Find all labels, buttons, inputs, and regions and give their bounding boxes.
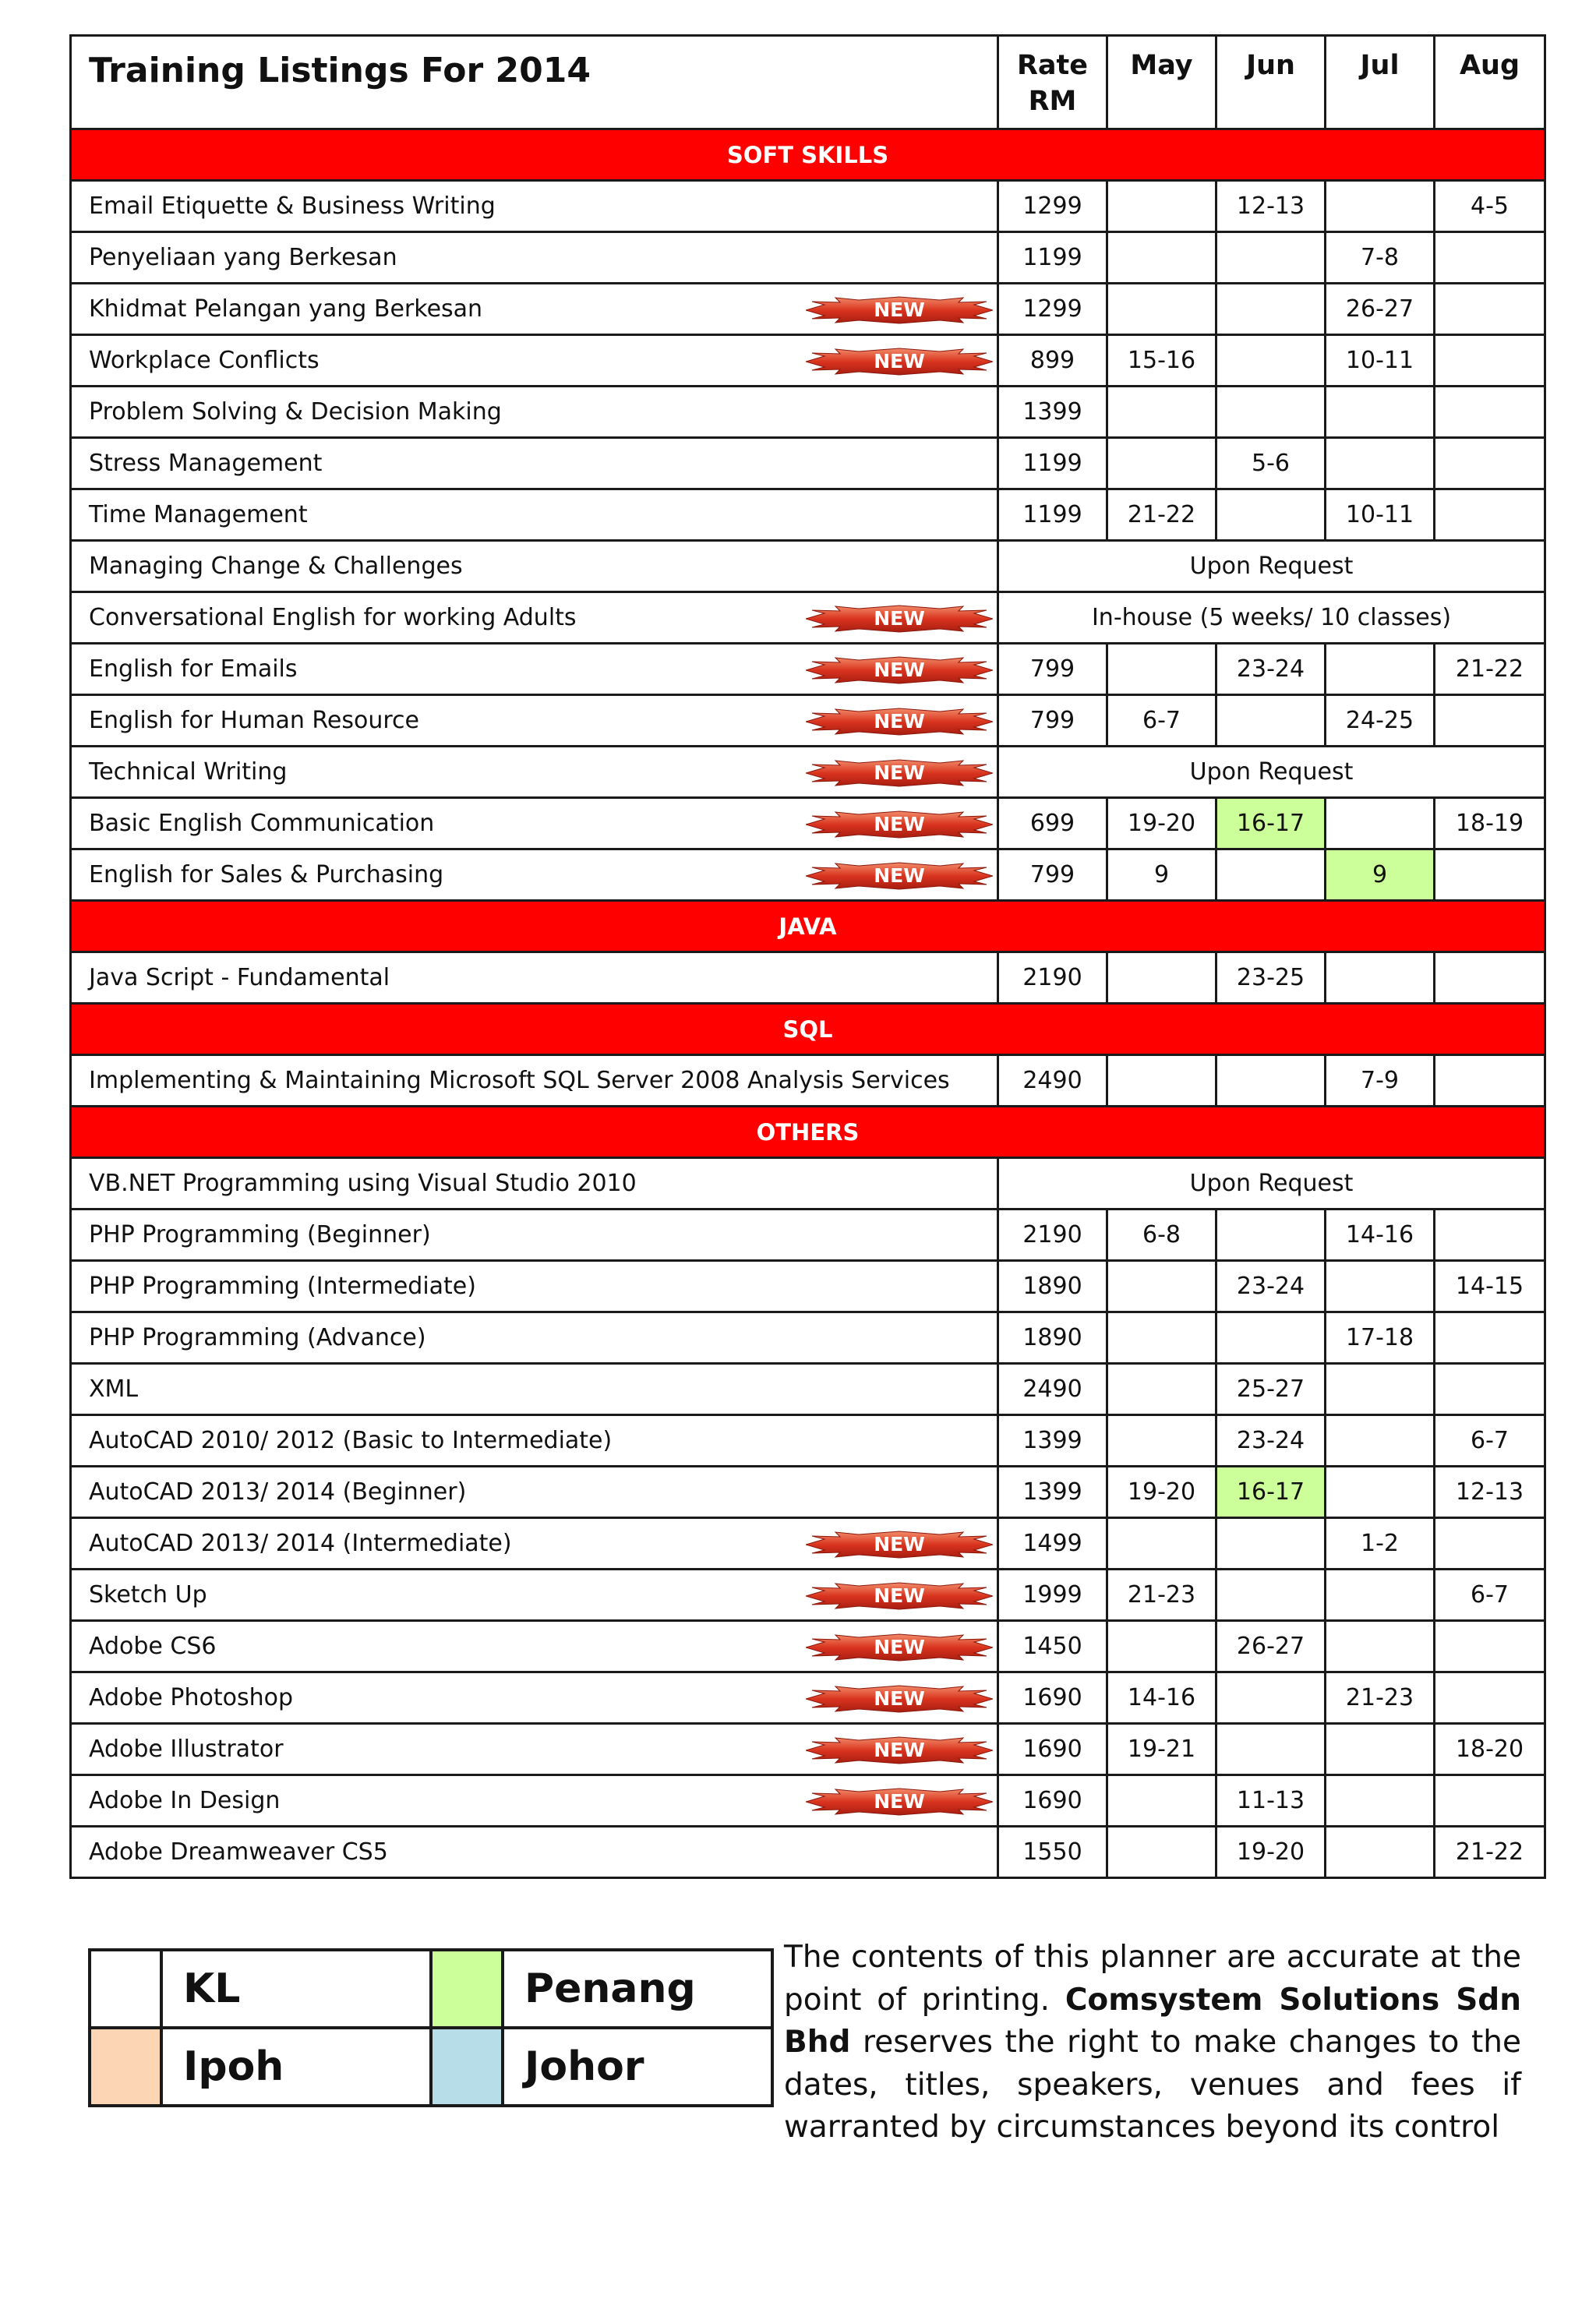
- table-row: [71, 798, 1545, 849]
- date-cell-may: 19-20: [1107, 1467, 1216, 1518]
- date-cell-jul: 17-18: [1326, 1312, 1435, 1364]
- date-cell-may: 21-22: [1107, 489, 1216, 541]
- course-cell: [71, 181, 998, 232]
- date-cell-may: [1107, 1415, 1216, 1467]
- new-badge-icon: [806, 1633, 993, 1662]
- table-row: [71, 1467, 1545, 1518]
- date-cell-jun: 5-6: [1216, 438, 1326, 489]
- date-cell-may: [1107, 387, 1216, 438]
- course-name: Penyeliaan yang Berkesan: [89, 244, 397, 271]
- section-title: SQL: [71, 1004, 1545, 1055]
- new-badge-icon: [806, 1736, 993, 1764]
- legend-swatch-penang: [431, 1950, 503, 2028]
- date-cell-jul: 24-25: [1326, 695, 1435, 747]
- date-cell-jun: [1216, 232, 1326, 284]
- rate-cell: 1399: [998, 387, 1107, 438]
- availability-note: Upon Request: [998, 1158, 1545, 1210]
- date-cell-may: [1107, 1827, 1216, 1878]
- section-title: OTHERS: [71, 1107, 1545, 1158]
- course-cell: [71, 1570, 998, 1621]
- date-cell-aug: [1435, 1210, 1545, 1261]
- course-name: Adobe In Design: [89, 1787, 281, 1814]
- table-row: [71, 1415, 1545, 1467]
- section-title: JAVA: [71, 901, 1545, 952]
- date-cell-aug: [1435, 232, 1545, 284]
- rate-cell: 2490: [998, 1364, 1107, 1415]
- table-row: [71, 1621, 1545, 1672]
- course-name: Khidmat Pelangan yang Berkesan: [89, 295, 483, 323]
- month-header-may: May: [1107, 36, 1216, 129]
- date-cell-may: 14-16: [1107, 1672, 1216, 1724]
- section-header-row: [71, 129, 1545, 181]
- month-header-jul: Jul: [1326, 36, 1435, 129]
- course-cell: [71, 387, 998, 438]
- rate-cell: 799: [998, 644, 1107, 695]
- date-cell-aug: 21-22: [1435, 1827, 1545, 1878]
- location-legend: [88, 1948, 774, 2107]
- course-cell: [71, 1724, 998, 1775]
- date-cell-jul: [1326, 1364, 1435, 1415]
- course-cell: [71, 1827, 998, 1878]
- course-cell: [71, 1158, 998, 1210]
- table-row: [71, 1210, 1545, 1261]
- date-cell-jun: [1216, 1672, 1326, 1724]
- disclaimer-text: [784, 1937, 1521, 2149]
- course-name: AutoCAD 2013/ 2014 (Intermediate): [89, 1530, 512, 1557]
- rate-unit-label: RM: [1028, 86, 1077, 117]
- date-cell-jul: [1326, 1467, 1435, 1518]
- page-title: Training Listings For 2014: [71, 36, 998, 129]
- course-cell: [71, 1415, 998, 1467]
- date-cell-aug: [1435, 1312, 1545, 1364]
- date-cell-aug: [1435, 284, 1545, 335]
- date-cell-aug: [1435, 1518, 1545, 1570]
- date-cell-jun: 26-27: [1216, 1621, 1326, 1672]
- new-badge-label: NEW: [874, 1584, 925, 1607]
- course-name: Adobe Photoshop: [89, 1684, 294, 1711]
- course-name: Managing Change & Challenges: [89, 553, 463, 580]
- course-cell: [71, 849, 998, 901]
- date-cell-jul: 9: [1326, 849, 1435, 901]
- rate-cell: 2190: [998, 952, 1107, 1004]
- course-name: XML: [89, 1375, 139, 1403]
- course-name: Conversational English for working Adults: [89, 604, 577, 631]
- course-cell: [71, 1518, 998, 1570]
- date-cell-aug: [1435, 335, 1545, 387]
- date-cell-jul: 7-9: [1326, 1055, 1435, 1107]
- rate-cell: 1890: [998, 1312, 1107, 1364]
- date-cell-may: [1107, 644, 1216, 695]
- course-cell: [71, 1621, 998, 1672]
- table-row: [71, 952, 1545, 1004]
- date-cell-may: [1107, 1518, 1216, 1570]
- date-cell-may: [1107, 438, 1216, 489]
- course-name: Workplace Conflicts: [89, 347, 320, 374]
- new-badge-icon: [806, 1531, 993, 1559]
- date-cell-may: 6-8: [1107, 1210, 1216, 1261]
- date-cell-aug: [1435, 1055, 1545, 1107]
- date-cell-jun: 16-17: [1216, 1467, 1326, 1518]
- new-badge-icon: [806, 605, 993, 633]
- table-row: [71, 1724, 1545, 1775]
- rate-cell: 899: [998, 335, 1107, 387]
- date-cell-jun: [1216, 1518, 1326, 1570]
- date-cell-may: 15-16: [1107, 335, 1216, 387]
- table-row: [71, 1518, 1545, 1570]
- date-cell-jun: [1216, 695, 1326, 747]
- course-cell: [71, 952, 998, 1004]
- date-cell-may: [1107, 1055, 1216, 1107]
- availability-note: Upon Request: [998, 747, 1545, 798]
- course-cell: [71, 284, 998, 335]
- date-cell-jul: [1326, 438, 1435, 489]
- date-cell-may: [1107, 1312, 1216, 1364]
- availability-note: Upon Request: [998, 541, 1545, 592]
- new-badge-label: NEW: [874, 1739, 925, 1761]
- month-header-jun: Jun: [1216, 36, 1326, 129]
- rate-cell: 1890: [998, 1261, 1107, 1312]
- rate-cell: 1199: [998, 232, 1107, 284]
- course-name: Problem Solving & Decision Making: [89, 398, 502, 426]
- date-cell-aug: [1435, 695, 1545, 747]
- new-badge-icon: [806, 656, 993, 684]
- rate-cell: 1999: [998, 1570, 1107, 1621]
- table-row: [71, 387, 1545, 438]
- availability-note: In-house (5 weeks/ 10 classes): [998, 592, 1545, 644]
- course-name: PHP Programming (Beginner): [89, 1221, 431, 1248]
- course-name: Technical Writing: [89, 758, 288, 786]
- table-row: [71, 644, 1545, 695]
- date-cell-jul: [1326, 1827, 1435, 1878]
- course-name: Adobe Dreamweaver CS5: [89, 1838, 388, 1866]
- date-cell-jun: [1216, 849, 1326, 901]
- date-cell-aug: 18-19: [1435, 798, 1545, 849]
- new-badge-label: NEW: [874, 298, 925, 321]
- date-cell-jul: [1326, 387, 1435, 438]
- rate-cell: 1550: [998, 1827, 1107, 1878]
- course-name: Email Etiquette & Business Writing: [89, 192, 496, 220]
- date-cell-may: 6-7: [1107, 695, 1216, 747]
- date-cell-jul: 26-27: [1326, 284, 1435, 335]
- section-header-row: [71, 1107, 1545, 1158]
- course-cell: [71, 695, 998, 747]
- new-badge-label: NEW: [874, 1636, 925, 1658]
- date-cell-jun: [1216, 489, 1326, 541]
- course-cell: [71, 1312, 998, 1364]
- date-cell-aug: 18-20: [1435, 1724, 1545, 1775]
- rate-cell: 1299: [998, 181, 1107, 232]
- new-badge-label: NEW: [874, 1790, 925, 1813]
- date-cell-aug: [1435, 952, 1545, 1004]
- date-cell-jul: [1326, 1775, 1435, 1827]
- table-row: [71, 438, 1545, 489]
- table-row: [71, 1570, 1545, 1621]
- date-cell-jul: [1326, 1570, 1435, 1621]
- rate-cell: 1690: [998, 1724, 1107, 1775]
- course-cell: [71, 644, 998, 695]
- table-row: [71, 592, 1545, 644]
- date-cell-aug: [1435, 849, 1545, 901]
- date-cell-jul: 7-8: [1326, 232, 1435, 284]
- table-row: [71, 695, 1545, 747]
- date-cell-may: [1107, 952, 1216, 1004]
- rate-cell: 1450: [998, 1621, 1107, 1672]
- rate-cell: 799: [998, 849, 1107, 901]
- course-name: Adobe Illustrator: [89, 1736, 284, 1763]
- date-cell-jun: [1216, 284, 1326, 335]
- table-row: [71, 1827, 1545, 1878]
- date-cell-jul: [1326, 181, 1435, 232]
- course-name: PHP Programming (Intermediate): [89, 1273, 476, 1300]
- new-badge-label: NEW: [874, 710, 925, 733]
- course-cell: [71, 1672, 998, 1724]
- rate-cell: 1399: [998, 1415, 1107, 1467]
- month-header-aug: Aug: [1435, 36, 1545, 129]
- date-cell-aug: [1435, 1364, 1545, 1415]
- new-badge-icon: [806, 1685, 993, 1713]
- date-cell-may: 19-20: [1107, 798, 1216, 849]
- new-badge-label: NEW: [874, 1533, 925, 1556]
- course-cell: [71, 541, 998, 592]
- rate-cell: 2490: [998, 1055, 1107, 1107]
- legend-swatch-ipoh: [90, 2028, 161, 2106]
- date-cell-jun: [1216, 1570, 1326, 1621]
- table-row: [71, 1364, 1545, 1415]
- table-row: [71, 489, 1545, 541]
- date-cell-may: 21-23: [1107, 1570, 1216, 1621]
- date-cell-aug: 14-15: [1435, 1261, 1545, 1312]
- date-cell-jun: 23-24: [1216, 1261, 1326, 1312]
- legend-label-penang: Penang: [503, 1950, 772, 2028]
- date-cell-jun: [1216, 1312, 1326, 1364]
- new-badge-label: NEW: [874, 813, 925, 835]
- date-cell-jun: 16-17: [1216, 798, 1326, 849]
- rate-cell: 1199: [998, 438, 1107, 489]
- course-cell: [71, 438, 998, 489]
- date-cell-aug: [1435, 1775, 1545, 1827]
- date-cell-jul: [1326, 1261, 1435, 1312]
- rate-cell: 1690: [998, 1775, 1107, 1827]
- date-cell-jul: 10-11: [1326, 489, 1435, 541]
- date-cell-jun: 23-24: [1216, 644, 1326, 695]
- course-cell: [71, 232, 998, 284]
- table-row: [71, 747, 1545, 798]
- date-cell-aug: 4-5: [1435, 181, 1545, 232]
- date-cell-aug: 6-7: [1435, 1415, 1545, 1467]
- section-header-row: [71, 901, 1545, 952]
- course-cell: [71, 1775, 998, 1827]
- course-cell: [71, 489, 998, 541]
- date-cell-jun: 23-25: [1216, 952, 1326, 1004]
- table-row: [71, 1312, 1545, 1364]
- date-cell-aug: [1435, 387, 1545, 438]
- table-row: [71, 849, 1545, 901]
- course-cell: [71, 798, 998, 849]
- date-cell-jul: 14-16: [1326, 1210, 1435, 1261]
- rate-cell: 1299: [998, 284, 1107, 335]
- date-cell-jul: [1326, 952, 1435, 1004]
- table-row: [71, 1261, 1545, 1312]
- date-cell-may: [1107, 1261, 1216, 1312]
- date-cell-jul: [1326, 644, 1435, 695]
- new-badge-label: NEW: [874, 1687, 925, 1710]
- date-cell-jul: [1326, 1415, 1435, 1467]
- new-badge-label: NEW: [874, 761, 925, 784]
- date-cell-jul: 10-11: [1326, 335, 1435, 387]
- course-cell: [71, 1467, 998, 1518]
- header-row: [71, 36, 1545, 129]
- company-name: Comsystem Solutions Sdn Bhd: [784, 1982, 1521, 2060]
- date-cell-jun: 19-20: [1216, 1827, 1326, 1878]
- disclaimer-part-2: reserves the right to make changes to the dates, titles, speakers, venues and fees if warranted by circumstances beyond its control: [784, 2025, 1521, 2145]
- course-name: Stress Management: [89, 450, 323, 477]
- schedule-body: [71, 129, 1545, 1878]
- date-cell-aug: [1435, 489, 1545, 541]
- new-badge-label: NEW: [874, 607, 925, 630]
- new-badge-icon: [806, 348, 993, 376]
- course-name: English for Sales & Purchasing: [89, 861, 444, 888]
- date-cell-may: [1107, 284, 1216, 335]
- table-row: [71, 541, 1545, 592]
- course-name: Time Management: [89, 501, 308, 528]
- date-cell-jun: [1216, 1210, 1326, 1261]
- date-cell-aug: [1435, 1621, 1545, 1672]
- rate-cell: 799: [998, 695, 1107, 747]
- course-cell: [71, 1364, 998, 1415]
- date-cell-jun: 23-24: [1216, 1415, 1326, 1467]
- table-row: [71, 284, 1545, 335]
- rate-cell: 1690: [998, 1672, 1107, 1724]
- legend-label-kl: KL: [161, 1950, 431, 2028]
- table-row: [71, 1055, 1545, 1107]
- rate-cell: 699: [998, 798, 1107, 849]
- course-name: VB.NET Programming using Visual Studio 2010: [89, 1170, 637, 1197]
- date-cell-jun: 12-13: [1216, 181, 1326, 232]
- date-cell-jul: 21-23: [1326, 1672, 1435, 1724]
- date-cell-may: [1107, 181, 1216, 232]
- course-name: PHP Programming (Advance): [89, 1324, 426, 1351]
- course-name: Sketch Up: [89, 1581, 207, 1609]
- date-cell-jul: [1326, 1724, 1435, 1775]
- table-row: [71, 181, 1545, 232]
- course-name: Adobe CS6: [89, 1633, 217, 1660]
- course-name: Implementing & Maintaining Microsoft SQL Server 2008 Analysis Services: [89, 1067, 950, 1094]
- new-badge-icon: [806, 708, 993, 736]
- date-cell-may: [1107, 1364, 1216, 1415]
- course-name: English for Emails: [89, 655, 298, 683]
- rate-cell: 2190: [998, 1210, 1107, 1261]
- rate-cell: 1499: [998, 1518, 1107, 1570]
- date-cell-may: 19-21: [1107, 1724, 1216, 1775]
- course-cell: [71, 1055, 998, 1107]
- course-cell: [71, 335, 998, 387]
- table-row: [71, 335, 1545, 387]
- date-cell-aug: [1435, 1672, 1545, 1724]
- date-cell-aug: 12-13: [1435, 1467, 1545, 1518]
- date-cell-jun: [1216, 335, 1326, 387]
- new-badge-label: NEW: [874, 864, 925, 887]
- legend-label-johor: Johor: [503, 2028, 772, 2106]
- table-row: [71, 1672, 1545, 1724]
- course-name: English for Human Resource: [89, 707, 419, 734]
- new-badge-icon: [806, 296, 993, 324]
- date-cell-jun: [1216, 387, 1326, 438]
- legend-label-ipoh: Ipoh: [161, 2028, 431, 2106]
- course-name: Java Script - Fundamental: [89, 964, 390, 991]
- legend-swatch-kl: [90, 1950, 161, 2028]
- date-cell-jul: [1326, 798, 1435, 849]
- course-name: AutoCAD 2013/ 2014 (Beginner): [89, 1478, 467, 1506]
- rate-cell: 1199: [998, 489, 1107, 541]
- date-cell-may: [1107, 1775, 1216, 1827]
- new-badge-label: NEW: [874, 659, 925, 681]
- date-cell-may: 9: [1107, 849, 1216, 901]
- date-cell-aug: [1435, 438, 1545, 489]
- date-cell-jul: [1326, 1621, 1435, 1672]
- course-name: AutoCAD 2010/ 2012 (Basic to Intermediate): [89, 1427, 613, 1454]
- table-row: [71, 232, 1545, 284]
- course-cell: [71, 1261, 998, 1312]
- course-cell: [71, 1210, 998, 1261]
- section-header-row: [71, 1004, 1545, 1055]
- legend-swatch-johor: [431, 2028, 503, 2106]
- disclaimer-part-1: The contents of this planner are accurate at the point of printing.: [784, 1940, 1521, 2018]
- course-cell: [71, 592, 998, 644]
- date-cell-aug: 6-7: [1435, 1570, 1545, 1621]
- training-schedule-table: [69, 34, 1546, 1879]
- date-cell-jun: [1216, 1724, 1326, 1775]
- new-badge-icon: [806, 862, 993, 890]
- course-name: Basic English Communication: [89, 810, 435, 837]
- rate-column-header: [998, 36, 1107, 129]
- new-badge-icon: [806, 1788, 993, 1816]
- new-badge-label: NEW: [874, 350, 925, 373]
- rate-label: Rate: [1016, 50, 1089, 81]
- rate-cell: 1399: [998, 1467, 1107, 1518]
- new-badge-icon: [806, 1582, 993, 1610]
- date-cell-jun: 11-13: [1216, 1775, 1326, 1827]
- table-row: [71, 1775, 1545, 1827]
- date-cell-jul: 1-2: [1326, 1518, 1435, 1570]
- section-title: SOFT SKILLS: [71, 129, 1545, 181]
- course-cell: [71, 747, 998, 798]
- new-badge-icon: [806, 810, 993, 839]
- date-cell-may: [1107, 1621, 1216, 1672]
- date-cell-jun: 25-27: [1216, 1364, 1326, 1415]
- date-cell-may: [1107, 232, 1216, 284]
- date-cell-aug: 21-22: [1435, 644, 1545, 695]
- table-row: [71, 1158, 1545, 1210]
- new-badge-icon: [806, 759, 993, 787]
- date-cell-jun: [1216, 1055, 1326, 1107]
